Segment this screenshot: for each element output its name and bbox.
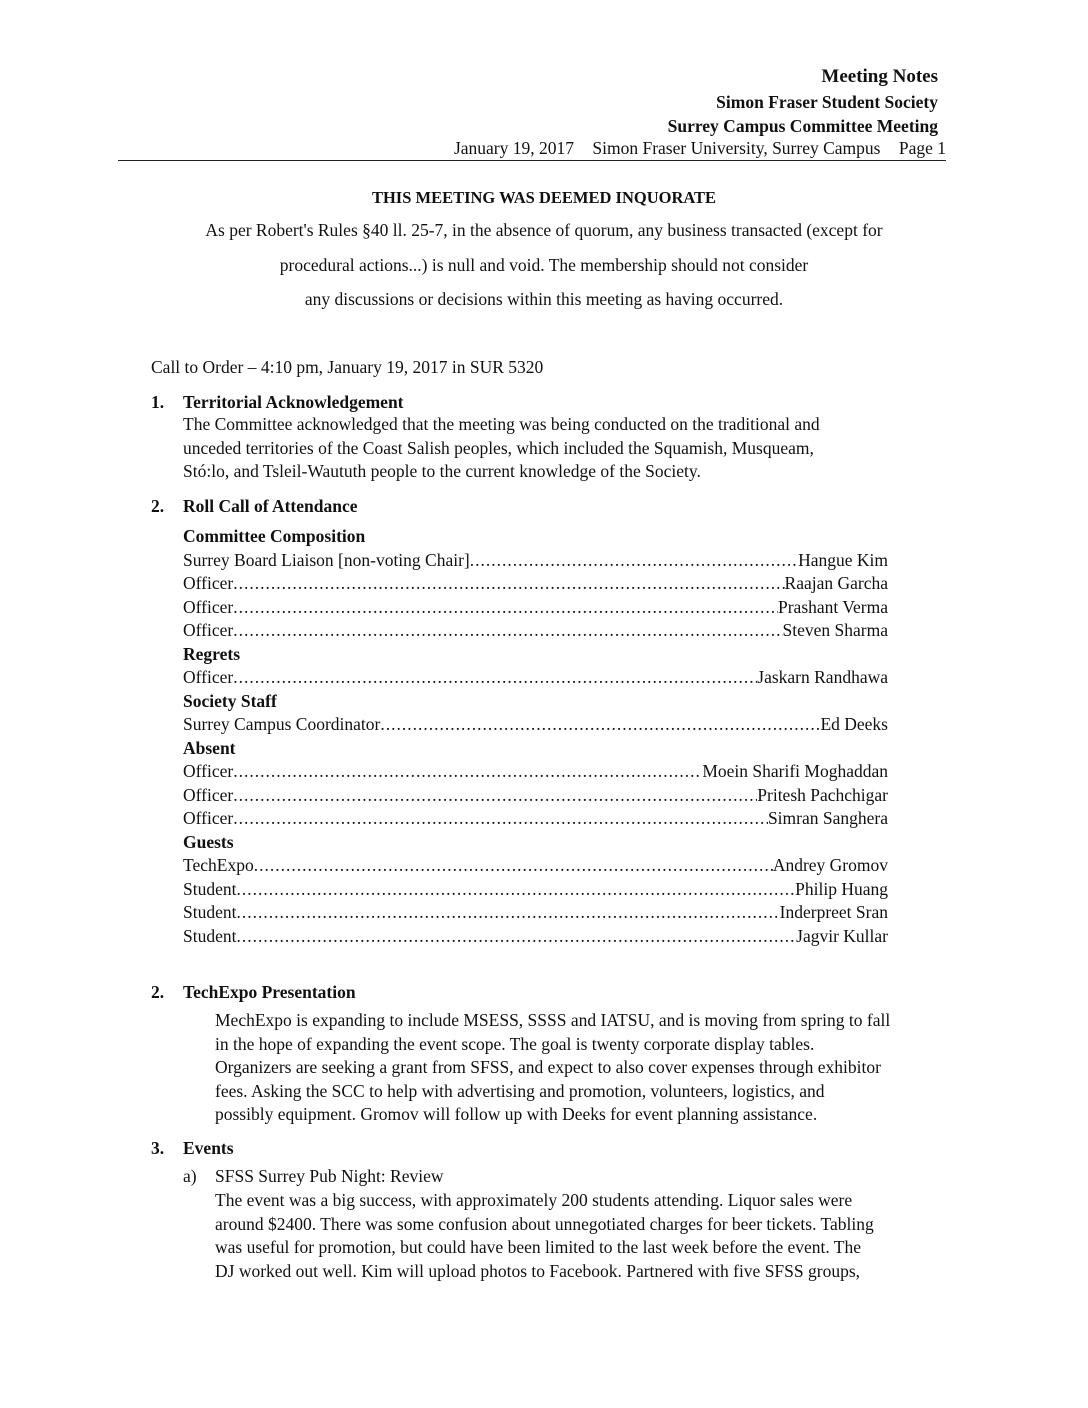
dot-leader bbox=[233, 807, 768, 831]
roster-row bbox=[183, 549, 888, 573]
paragraph-line: Organizers are seeking a grant from SFSS, and expect to also cover expenses through exhibitor bbox=[215, 1057, 881, 1077]
organization-name: Simon Fraser Student Society bbox=[716, 92, 938, 112]
roster-role: TechExpo bbox=[183, 855, 254, 875]
paragraph-line: around $2400. There was some confusion about unnegotiated charges for beer tickets. Tabling bbox=[215, 1213, 874, 1234]
call-to-order: Call to Order – 4:10 pm, January 19, 2017 in SUR 5320 bbox=[151, 357, 544, 377]
roster-role: Officer bbox=[183, 808, 234, 828]
dot-leader bbox=[233, 572, 784, 596]
roster-role: Officer bbox=[183, 761, 234, 781]
dot-leader bbox=[233, 596, 778, 620]
roster-name: Steven Sharma bbox=[782, 620, 888, 640]
paragraph-line: unceded territories of the Coast Salish peoples, which included the Squamish, Musqueam, bbox=[183, 437, 814, 458]
pub-night-paragraph bbox=[215, 1189, 995, 1283]
document-title: Meeting Notes bbox=[821, 66, 938, 87]
roster-group-heading: Guests bbox=[183, 831, 234, 852]
section-heading-techexpo: TechExpo Presentation bbox=[183, 982, 356, 1002]
roster-row bbox=[183, 878, 888, 902]
roster-group-heading: Absent bbox=[183, 737, 236, 758]
item-title-pub-night: SFSS Surrey Pub Night: Review bbox=[215, 1166, 444, 1186]
roster-role: Officer bbox=[183, 573, 234, 593]
paragraph-line: was useful for promotion, but could have been limited to the last week before the event. The bbox=[215, 1237, 862, 1257]
roster-row bbox=[183, 596, 888, 620]
meeting-name: Surrey Campus Committee Meeting bbox=[667, 116, 938, 136]
paragraph-line: Stó:lo, and Tsleil-Waututh people to the current knowledge of the Society. bbox=[183, 461, 701, 481]
roster-name: Prashant Verma bbox=[778, 596, 888, 617]
section-heading-events: Events bbox=[183, 1138, 234, 1158]
dot-leader bbox=[254, 854, 773, 878]
meeting-location: Simon Fraser University, Surrey Campus bbox=[592, 138, 881, 158]
section-heading-territorial: Territorial Acknowledgement bbox=[183, 392, 404, 412]
dot-leader bbox=[233, 619, 782, 643]
paragraph-line: in the hope of expanding the event scope. The goal is twenty corporate display tables. bbox=[215, 1033, 815, 1054]
notice-line: As per Robert's Rules §40 ll. 25-7, in the absence of quorum, any business transacted (except for bbox=[205, 220, 883, 240]
techexpo-paragraph bbox=[215, 1009, 975, 1127]
roster-row bbox=[183, 666, 888, 690]
dot-leader bbox=[236, 901, 779, 925]
roster-row bbox=[183, 784, 888, 808]
paragraph-line: possibly equipment. Gromov will follow up with Deeks for event planning assistance. bbox=[215, 1104, 818, 1124]
roster-row bbox=[183, 807, 888, 831]
dot-leader bbox=[236, 925, 796, 949]
roster-name: Pritesh Pachchigar bbox=[757, 784, 888, 805]
roster-group-heading: Regrets bbox=[183, 643, 241, 664]
notice-line: procedural actions...) is null and void. The membership should not consider bbox=[279, 255, 809, 275]
paragraph-line: The Committee acknowledged that the meeting was being conducted on the traditional and bbox=[183, 414, 820, 434]
item-letter: a) bbox=[183, 1166, 197, 1186]
roster-name: Hangue Kim bbox=[798, 549, 888, 570]
dot-leader bbox=[470, 549, 798, 573]
roster-role: Officer bbox=[183, 667, 234, 687]
attendance-roster bbox=[183, 525, 888, 948]
paragraph-line: The event was a big success, with approximately 200 students attending. Liquor sales were bbox=[215, 1190, 853, 1210]
roster-role: Officer bbox=[183, 596, 234, 617]
roster-name: Simran Sanghera bbox=[767, 808, 888, 828]
roster-row bbox=[183, 713, 888, 737]
roster-name: Ed Deeks bbox=[820, 714, 888, 734]
roster-group-heading: Society Staff bbox=[183, 690, 277, 711]
section-number: 2. bbox=[151, 982, 165, 1002]
roster-role: Student bbox=[183, 925, 237, 946]
meeting-date: January 19, 2017 bbox=[453, 138, 575, 158]
page-number: Page 1 bbox=[898, 138, 946, 158]
dot-leader bbox=[236, 878, 795, 902]
roster-group-heading: Committee Composition bbox=[183, 526, 366, 546]
roster-row bbox=[183, 925, 888, 949]
roster-role: Officer bbox=[183, 620, 234, 640]
paragraph-line: DJ worked out well. Kim will upload photos to Facebook. Partnered with five SFSS groups, bbox=[215, 1260, 861, 1281]
roster-role: Student bbox=[183, 902, 237, 922]
roster-row bbox=[183, 901, 888, 925]
roster-name: Jaskarn Randhawa bbox=[757, 667, 888, 687]
dot-leader bbox=[233, 760, 702, 784]
territorial-paragraph bbox=[183, 413, 943, 484]
dot-leader bbox=[233, 666, 757, 690]
section-number: 1. bbox=[151, 392, 165, 412]
section-number: 3. bbox=[151, 1138, 165, 1158]
paragraph-line: MechExpo is expanding to include MSESS, SSSS and IATSU, and is moving from spring to fall bbox=[215, 1010, 891, 1030]
roster-role: Surrey Campus Coordinator bbox=[183, 714, 381, 734]
roster-row bbox=[183, 760, 888, 784]
paragraph-line: fees. Asking the SCC to help with advertising and promotion, volunteers, logistics, and bbox=[215, 1080, 825, 1101]
roster-role: Officer bbox=[183, 784, 234, 805]
section-number: 2. bbox=[151, 496, 165, 516]
roster-name: Philip Huang bbox=[795, 878, 888, 899]
roster-name: Moein Sharifi Moghaddan bbox=[702, 761, 888, 781]
roster-row bbox=[183, 619, 888, 643]
section-heading-roll-call: Roll Call of Attendance bbox=[183, 496, 358, 516]
dot-leader bbox=[380, 713, 820, 737]
header-info-line bbox=[118, 138, 946, 161]
roster-row bbox=[183, 572, 888, 596]
roster-name: Andrey Gromov bbox=[772, 855, 888, 875]
notice-line: any discussions or decisions within this meeting as having occurred. bbox=[304, 289, 784, 309]
roster-name: Jagvir Kullar bbox=[796, 925, 888, 946]
roster-role: Surrey Board Liaison [non-voting Chair] bbox=[183, 549, 470, 570]
dot-leader bbox=[233, 784, 757, 808]
roster-name: Raajan Garcha bbox=[784, 573, 888, 593]
roster-role: Student bbox=[183, 878, 237, 899]
inquorate-notice-title: THIS MEETING WAS DEEMED INQUORATE bbox=[371, 188, 717, 207]
roster-name: Inderpreet Sran bbox=[779, 902, 888, 922]
roster-row bbox=[183, 854, 888, 878]
